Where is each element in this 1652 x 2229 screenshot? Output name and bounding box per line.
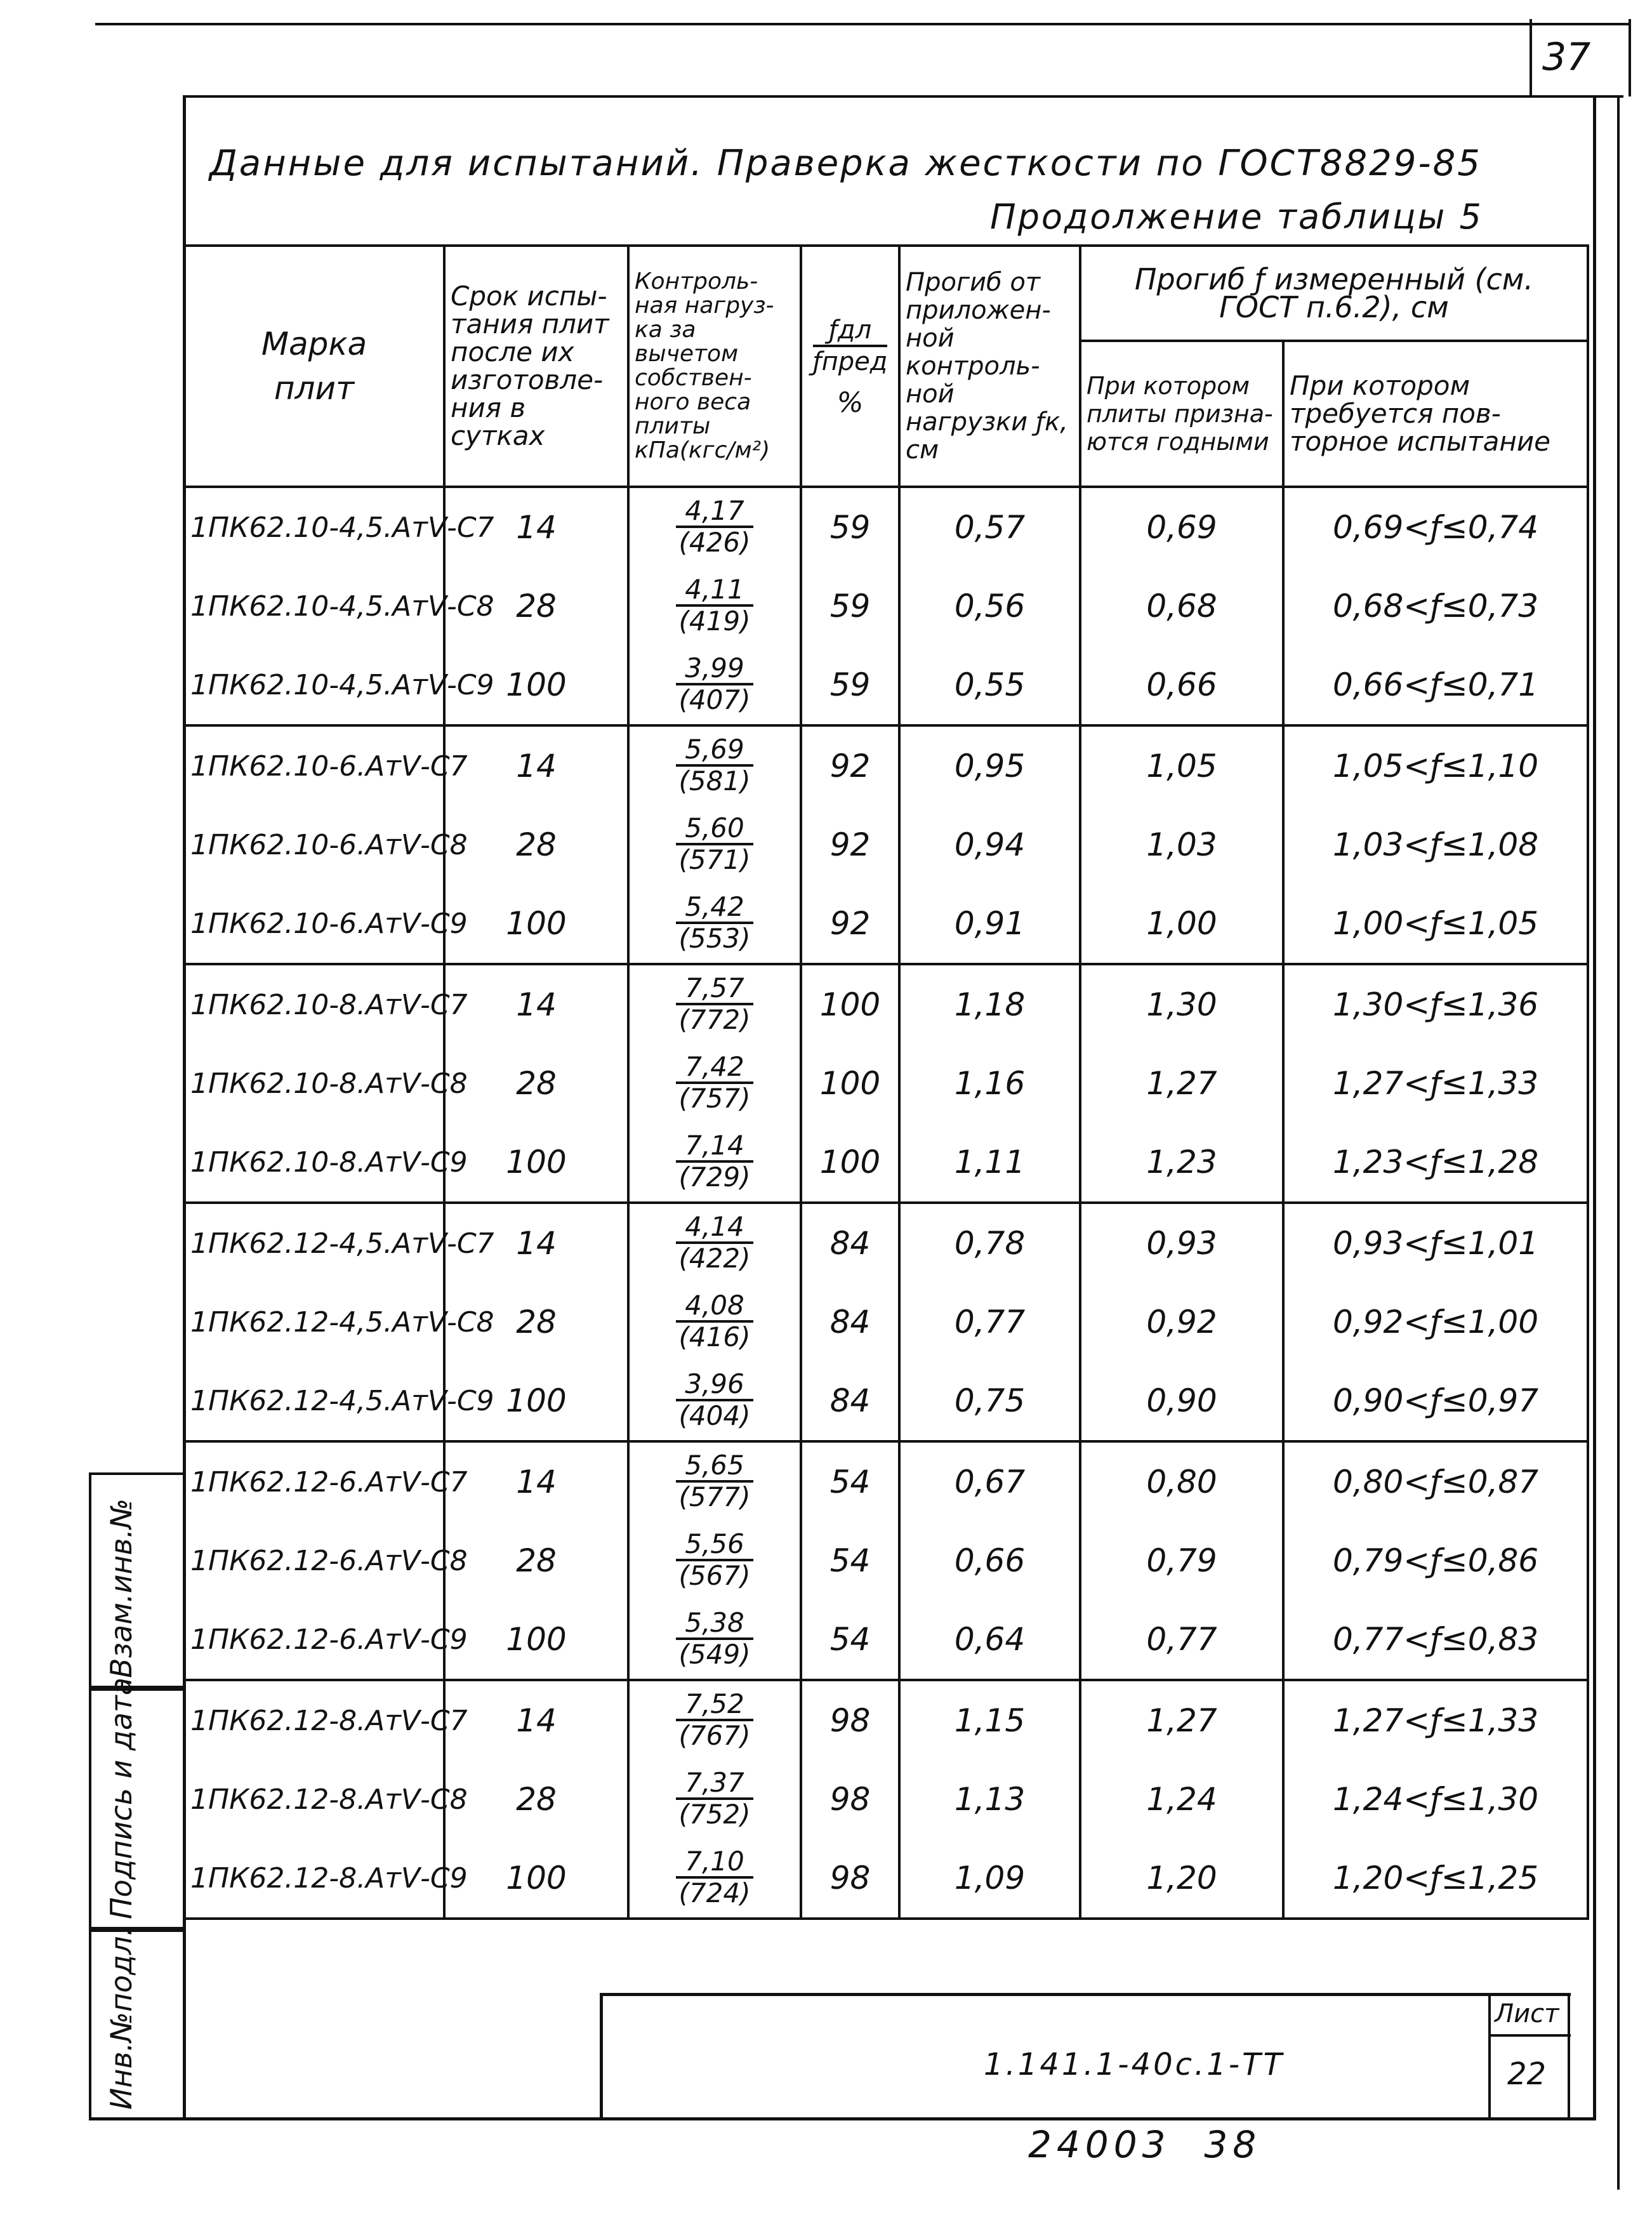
- cell-accepted: 0,79: [1080, 1521, 1283, 1600]
- cell-accepted: 0,69: [1080, 487, 1283, 567]
- frame-top: [183, 95, 1623, 98]
- load-kgs: (581): [678, 765, 751, 797]
- cell-mark: 1ПК62.12-6.АтⅤ-С9: [184, 1600, 444, 1680]
- cell-load: [628, 1760, 801, 1839]
- header-ratio-num: ƒдл: [813, 315, 888, 347]
- stamp-sheet-rule: [1488, 2034, 1571, 2037]
- cell-days: 14: [444, 1203, 628, 1283]
- cell-days: 14: [444, 725, 628, 805]
- load-fraction: [676, 1291, 753, 1352]
- cell-mark: 1ПК62.12-8.АтⅤ-С9: [184, 1839, 444, 1919]
- load-kgs: (553): [678, 922, 751, 954]
- cell-retest: 1,03<ƒ≤1,08: [1283, 805, 1588, 884]
- cell-retest: 1,00<ƒ≤1,05: [1283, 884, 1588, 964]
- cell-fk: 1,13: [899, 1760, 1080, 1839]
- cell-ratio: 84: [801, 1361, 899, 1441]
- cell-mark: 1ПК62.10-4,5.АтⅤ-С8: [184, 567, 444, 645]
- load-kgs: (407): [678, 684, 751, 715]
- cell-accepted: 0,66: [1080, 645, 1283, 725]
- cell-fk: 0,55: [899, 645, 1080, 725]
- frame-bottom: [89, 2117, 1596, 2120]
- cell-accepted: 0,68: [1080, 567, 1283, 645]
- load-fraction: [676, 1052, 753, 1113]
- cell-accepted: 1,00: [1080, 884, 1283, 964]
- cell-load: [628, 567, 801, 645]
- cell-days: 100: [444, 1361, 628, 1441]
- load-kpa: 4,17: [676, 496, 753, 528]
- cell-days: 100: [444, 1839, 628, 1919]
- cell-accepted: 0,93: [1080, 1203, 1283, 1283]
- cell-mark: 1ПК62.10-8.АтⅤ-С8: [184, 1044, 444, 1123]
- table-row: [184, 1760, 1588, 1839]
- cell-retest: 0,90<ƒ≤0,97: [1283, 1361, 1588, 1441]
- load-kpa: 4,11: [676, 575, 753, 607]
- cell-load: [628, 1839, 801, 1919]
- header-deflection-control: Прогиб от приложен-ной контроль-ной нагрузки ƒк, см: [899, 246, 1080, 487]
- cell-days: 28: [444, 567, 628, 645]
- load-kpa: 7,37: [676, 1768, 753, 1800]
- cell-retest: 0,80<ƒ≤0,87: [1283, 1441, 1588, 1521]
- cell-ratio: 59: [801, 567, 899, 645]
- cell-retest: 1,20<ƒ≤1,25: [1283, 1839, 1588, 1919]
- load-fraction: [676, 654, 753, 715]
- load-kgs: (549): [678, 1638, 751, 1670]
- frame-right-outer: [1617, 95, 1620, 2190]
- cell-accepted: 1,27: [1080, 1044, 1283, 1123]
- cell-retest: 0,66<ƒ≤0,71: [1283, 645, 1588, 725]
- side-col-inv: [89, 1926, 184, 2120]
- table-row: [184, 645, 1588, 725]
- load-fraction: [676, 1608, 753, 1669]
- cell-load: [628, 964, 801, 1044]
- load-fraction: [676, 1847, 753, 1908]
- cell-mark: 1ПК62.12-8.АтⅤ-С7: [184, 1680, 444, 1760]
- header-term: Срок испы-тания плит после их изготовле-ния в сутках: [444, 246, 628, 487]
- cell-days: 100: [444, 1123, 628, 1203]
- cell-fk: 1,16: [899, 1044, 1080, 1123]
- load-kpa: 7,57: [676, 974, 753, 1005]
- table-body: [184, 487, 1588, 1919]
- load-fraction: [676, 1690, 753, 1750]
- table-row: [184, 884, 1588, 964]
- cell-accepted: 1,23: [1080, 1123, 1283, 1203]
- cell-ratio: 98: [801, 1760, 899, 1839]
- header-ratio-unit: %: [836, 387, 864, 419]
- cell-ratio: 84: [801, 1203, 899, 1283]
- load-kgs: (426): [678, 526, 751, 558]
- cell-fk: 0,91: [899, 884, 1080, 964]
- cell-ratio: 100: [801, 1044, 899, 1123]
- cell-mark: 1ПК62.12-4,5.АтⅤ-С7: [184, 1203, 444, 1283]
- cell-retest: 0,69<ƒ≤0,74: [1283, 487, 1588, 567]
- load-fraction: [676, 1451, 753, 1512]
- load-kgs: (567): [678, 1559, 751, 1591]
- cell-days: 14: [444, 964, 628, 1044]
- load-fraction: [676, 575, 753, 636]
- cell-retest: 0,79<ƒ≤0,86: [1283, 1521, 1588, 1600]
- load-kpa: 4,08: [676, 1291, 753, 1323]
- table-row: [184, 1680, 1588, 1760]
- cell-days: 14: [444, 1441, 628, 1521]
- frame-right: [1593, 95, 1596, 2120]
- cell-fk: 1,09: [899, 1839, 1080, 1919]
- table-row: [184, 964, 1588, 1044]
- table-row: [184, 1361, 1588, 1441]
- cell-accepted: 1,24: [1080, 1760, 1283, 1839]
- load-fraction: [676, 892, 753, 953]
- load-fraction: [676, 496, 753, 557]
- load-kgs: (772): [678, 1003, 751, 1035]
- cell-fk: 1,15: [899, 1680, 1080, 1760]
- stamp-sheet-label: Лист: [1495, 1999, 1559, 2028]
- cell-retest: 1,30<ƒ≤1,36: [1283, 964, 1588, 1044]
- cell-load: [628, 1283, 801, 1361]
- header-mark: Марка плит: [184, 246, 444, 487]
- cell-ratio: 54: [801, 1441, 899, 1521]
- cell-fk: 0,66: [899, 1521, 1080, 1600]
- cell-ratio: 59: [801, 645, 899, 725]
- cell-ratio: 54: [801, 1600, 899, 1680]
- load-kgs: (571): [678, 843, 751, 875]
- load-kpa: 7,14: [676, 1131, 753, 1163]
- stamp-doc-code: 1.141.1-40с.1-ТТ: [984, 2047, 1285, 2082]
- load-kpa: 5,38: [676, 1608, 753, 1640]
- cell-load: [628, 1521, 801, 1600]
- cell-fk: 0,94: [899, 805, 1080, 884]
- cell-mark: 1ПК62.10-6.АтⅤ-С7: [184, 725, 444, 805]
- cell-mark: 1ПК62.10-8.АтⅤ-С9: [184, 1123, 444, 1203]
- cell-ratio: 100: [801, 964, 899, 1044]
- table-row: [184, 487, 1588, 567]
- cell-accepted: 1,27: [1080, 1680, 1283, 1760]
- table-row: [184, 1441, 1588, 1521]
- header-retest: При котором требуется пов-торное испытание: [1283, 341, 1588, 487]
- cell-days: 100: [444, 645, 628, 725]
- stamp-left: [600, 1993, 603, 2120]
- cell-retest: 0,93<ƒ≤1,01: [1283, 1203, 1588, 1283]
- load-kpa: 5,69: [676, 735, 753, 767]
- header-accepted: При котором плиты призна-ются годными: [1080, 341, 1283, 487]
- cell-ratio: 84: [801, 1283, 899, 1361]
- load-kgs: (416): [678, 1321, 751, 1353]
- cell-days: 28: [444, 1283, 628, 1361]
- cell-accepted: 0,77: [1080, 1600, 1283, 1680]
- cell-accepted: 1,20: [1080, 1839, 1283, 1919]
- page-box-right: [1629, 19, 1631, 96]
- side-label-sign: Подпись и дата: [104, 1677, 138, 1919]
- load-kgs: (404): [678, 1399, 751, 1431]
- cell-mark: 1ПК62.12-8.АтⅤ-С8: [184, 1760, 444, 1839]
- load-kpa: 5,60: [676, 814, 753, 845]
- cell-mark: 1ПК62.12-6.АтⅤ-С8: [184, 1521, 444, 1600]
- stiffness-table: [183, 244, 1589, 1920]
- load-kpa: 3,96: [676, 1370, 753, 1401]
- load-fraction: [676, 735, 753, 796]
- load-kpa: 5,42: [676, 892, 753, 924]
- cell-fk: 0,95: [899, 725, 1080, 805]
- table-row: [184, 1044, 1588, 1123]
- stamp-divider: [1488, 1993, 1491, 2120]
- cell-retest: 1,23<ƒ≤1,28: [1283, 1123, 1588, 1203]
- load-kpa: 4,14: [676, 1212, 753, 1244]
- cell-retest: 0,92<ƒ≤1,00: [1283, 1283, 1588, 1361]
- cell-days: 28: [444, 805, 628, 884]
- load-kgs: (422): [678, 1242, 751, 1274]
- cell-days: 28: [444, 1760, 628, 1839]
- cell-fk: 1,18: [899, 964, 1080, 1044]
- cell-ratio: 92: [801, 805, 899, 884]
- cell-days: 100: [444, 884, 628, 964]
- cell-mark: 1ПК62.10-8.АтⅤ-С7: [184, 964, 444, 1044]
- cell-retest: 1,05<ƒ≤1,10: [1283, 725, 1588, 805]
- cell-accepted: 0,90: [1080, 1361, 1283, 1441]
- load-fraction: [676, 1370, 753, 1431]
- cell-mark: 1ПК62.10-6.АтⅤ-С8: [184, 805, 444, 884]
- cell-ratio: 100: [801, 1123, 899, 1203]
- cell-accepted: 1,03: [1080, 805, 1283, 884]
- cell-load: [628, 487, 801, 567]
- header-ratio-den: ƒпред: [812, 347, 888, 376]
- top-rule: [95, 23, 1631, 25]
- load-kgs: (729): [678, 1161, 751, 1193]
- cell-ratio: 98: [801, 1839, 899, 1919]
- cell-ratio: 54: [801, 1521, 899, 1600]
- load-fraction: [676, 1530, 753, 1591]
- side-label-replace: Взам.инв.№: [104, 1498, 138, 1678]
- cell-load: [628, 1044, 801, 1123]
- cell-mark: 1ПК62.10-6.АтⅤ-С9: [184, 884, 444, 964]
- cell-ratio: 98: [801, 1680, 899, 1760]
- cell-load: [628, 1441, 801, 1521]
- cell-retest: 1,27<ƒ≤1,33: [1283, 1044, 1588, 1123]
- load-kpa: 7,52: [676, 1690, 753, 1721]
- cell-load: [628, 645, 801, 725]
- cell-load: [628, 1680, 801, 1760]
- stamp-top: [600, 1993, 1571, 1996]
- cell-fk: 0,75: [899, 1361, 1080, 1441]
- cell-ratio: 59: [801, 487, 899, 567]
- page-number: 37: [1542, 35, 1591, 79]
- cell-load: [628, 884, 801, 964]
- table-row: [184, 1600, 1588, 1680]
- cell-retest: 1,27<ƒ≤1,33: [1283, 1680, 1588, 1760]
- cell-ratio: 92: [801, 725, 899, 805]
- table-row: [184, 805, 1588, 884]
- cell-mark: 1ПК62.12-6.АтⅤ-С7: [184, 1441, 444, 1521]
- load-fraction: [676, 1212, 753, 1273]
- cell-accepted: 1,05: [1080, 725, 1283, 805]
- load-kpa: 5,56: [676, 1530, 753, 1561]
- table-row: [184, 1839, 1588, 1919]
- load-kgs: (577): [678, 1481, 751, 1512]
- table-row: [184, 725, 1588, 805]
- load-kpa: 7,10: [676, 1847, 753, 1879]
- cell-days: 28: [444, 1044, 628, 1123]
- side-col-replace: [89, 1472, 184, 1688]
- page-box-left: [1530, 19, 1532, 96]
- header-load: Контроль-ная нагруз-ка за вычетом собствен-ного веса плиты кПа(кгс/м²): [628, 246, 801, 487]
- cell-accepted: 0,80: [1080, 1441, 1283, 1521]
- cell-fk: 0,78: [899, 1203, 1080, 1283]
- table-row: [184, 1283, 1588, 1361]
- stamp-right: [1568, 1993, 1570, 2120]
- page-title: Данные для испытаний. Праверка жесткости по ГОСТ8829-85: [209, 143, 1482, 184]
- cell-mark: 1ПК62.12-4,5.АтⅤ-С9: [184, 1361, 444, 1441]
- cell-days: 28: [444, 1521, 628, 1600]
- cell-load: [628, 1123, 801, 1203]
- cell-accepted: 1,30: [1080, 964, 1283, 1044]
- cell-load: [628, 1203, 801, 1283]
- table-row: [184, 1521, 1588, 1600]
- cell-fk: 1,11: [899, 1123, 1080, 1203]
- cell-fk: 0,67: [899, 1441, 1080, 1521]
- table-subtitle: Продолжение таблицы 5: [990, 197, 1483, 237]
- load-kgs: (724): [678, 1877, 751, 1908]
- cell-days: 14: [444, 487, 628, 567]
- cell-load: [628, 725, 801, 805]
- cell-retest: 0,77<ƒ≤0,83: [1283, 1600, 1588, 1680]
- cell-load: [628, 805, 801, 884]
- load-fraction: [676, 974, 753, 1035]
- cell-days: 100: [444, 1600, 628, 1680]
- load-kgs: (757): [678, 1082, 751, 1114]
- load-kpa: 3,99: [676, 654, 753, 685]
- table-row: [184, 1123, 1588, 1203]
- cell-mark: 1ПК62.10-4,5.АтⅤ-С9: [184, 645, 444, 725]
- load-fraction: [676, 814, 753, 875]
- cell-fk: 0,64: [899, 1600, 1080, 1680]
- cell-load: [628, 1361, 801, 1441]
- load-kpa: 7,42: [676, 1052, 753, 1084]
- load-fraction: [676, 1131, 753, 1192]
- header-ratio: [801, 246, 899, 487]
- stamp-sheet-number: 22: [1507, 2056, 1547, 2092]
- load-kgs: (767): [678, 1719, 751, 1751]
- load-kpa: 5,65: [676, 1451, 753, 1483]
- table-row: [184, 567, 1588, 645]
- cell-ratio: 92: [801, 884, 899, 964]
- side-label-inv: Инв.№подл.: [104, 1926, 138, 2110]
- cell-mark: 1ПК62.12-4,5.АтⅤ-С8: [184, 1283, 444, 1361]
- footer-code: 24003 38: [1028, 2123, 1262, 2166]
- cell-days: 14: [444, 1680, 628, 1760]
- cell-accepted: 0,92: [1080, 1283, 1283, 1361]
- header-deflection-measured: Прогиб ƒ измеренный (см. ГОСТ п.6.2), см: [1080, 246, 1588, 341]
- cell-fk: 0,57: [899, 487, 1080, 567]
- cell-retest: 0,68<ƒ≤0,73: [1283, 567, 1588, 645]
- cell-fk: 0,77: [899, 1283, 1080, 1361]
- table-row: [184, 1203, 1588, 1283]
- load-kgs: (419): [678, 605, 751, 637]
- load-kgs: (752): [678, 1798, 751, 1830]
- cell-mark: 1ПК62.10-4,5.АтⅤ-С7: [184, 487, 444, 567]
- cell-fk: 0,56: [899, 567, 1080, 645]
- side-col-sign: [89, 1677, 184, 1929]
- load-fraction: [676, 1768, 753, 1829]
- cell-load: [628, 1600, 801, 1680]
- cell-retest: 1,24<ƒ≤1,30: [1283, 1760, 1588, 1839]
